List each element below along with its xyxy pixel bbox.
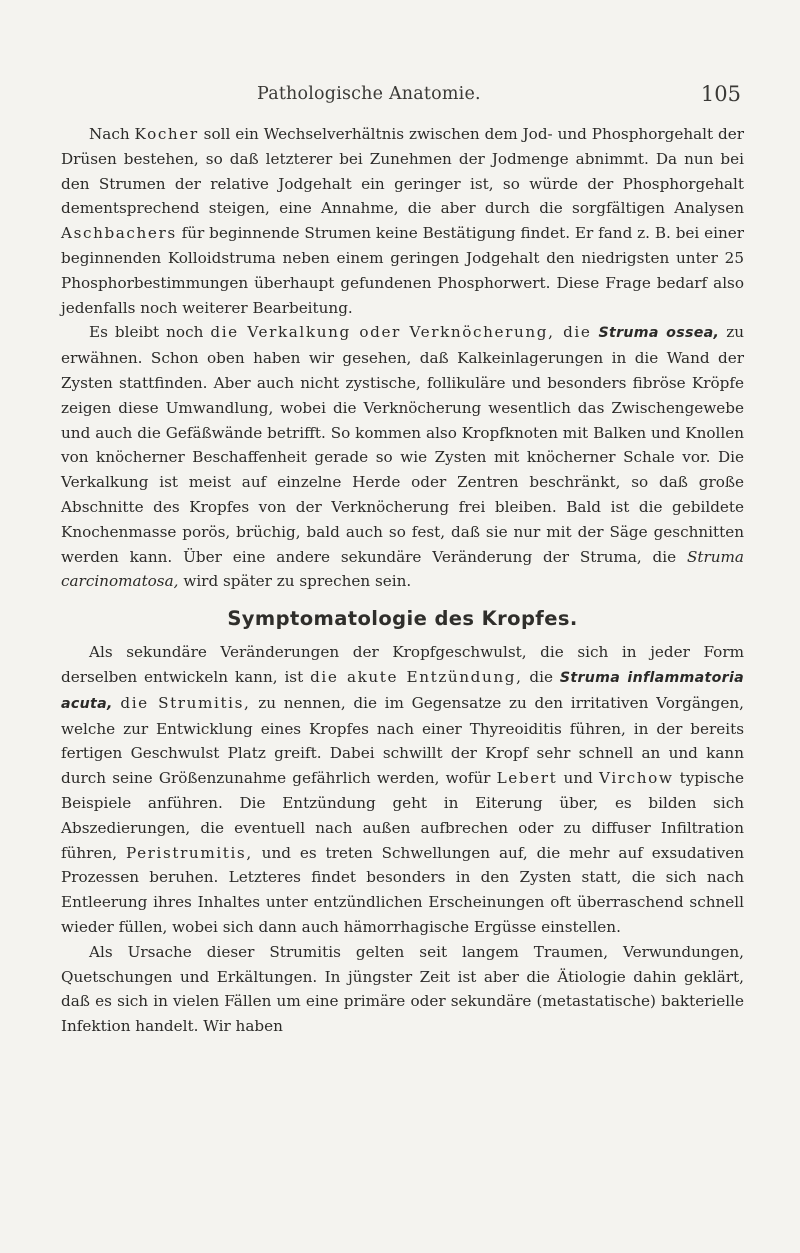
spaced-term-verkalkung: die Verkalkung oder Verknöcherung, die <box>210 323 592 342</box>
text-run: zu nennen, die im Gegensatze zu den irritativen Vorgängen, welche zur Entwicklung eines Kropfes nach einer Thyreoiditis führen, in der bereits fertigen Geschwulst Platz greift. Dabei schwillt der Kropf sehr schnell an und kann durch seine Größenzunahme gefährlich werden, wofür <box>61 693 744 788</box>
spaced-term-akute-entzuendung: die akute Entzündung, <box>310 667 523 686</box>
text-run <box>591 323 598 341</box>
text-run: für beginnende Strumen keine Bestätigung findet. Er fand z. B. bei einer beginnenden Kolloidstruma neben einem geringen Jodgehalt den niedrigsten unter 25 Phosphorbestimmungen überhaupt gefundenen Phosphorwert. Diese Frage bedarf also jedenfalls noch weiterer Bearbeitung. <box>61 224 744 317</box>
paragraph-phosphorus <box>61 122 744 320</box>
text-run: und es treten Schwellungen auf, die mehr auf exsudativen Prozessen beruhen. Letzteres findet besonders in den Zysten statt, die sich nach Entleerung ihres Inhaltes unter entzündlichen Erscheinungen oft überraschend schnell wieder füllen, wobei sich dann auch hämorrhagische Ergüsse einstellen. <box>61 843 744 936</box>
spaced-term-peristrumitis: Peristrumitis, <box>125 843 253 862</box>
text-run: Als sekundäre Veränderungen der Kropfgeschwulst, die sich in jeder Form derselben entwickeln kann, ist <box>61 643 744 686</box>
paragraph-strumitis <box>61 640 744 940</box>
text-run: typische Beispiele anführen. Die Entzündung geht in Eiterung über, es bilden sich Abszedierungen, die eventuell nach außen aufbrechen oder zu diffuser Infiltration führen, <box>61 769 744 862</box>
text-run: wird später zu sprechen sein. <box>178 572 412 591</box>
page-number: 105 <box>700 82 741 106</box>
author-name-virchow: Virchow <box>599 769 674 788</box>
running-title: Pathologische Anatomie. <box>257 84 481 104</box>
text-run: und <box>557 769 600 788</box>
author-name-kocher: Kocher <box>134 125 199 143</box>
text-run: zu erwähnen. Schon oben haben wir gesehen, daß Kalkeinlagerungen in die Wand der Zysten stattfinden. Aber auch nicht zystische, follikuläre und besonders fibröse Kröpfe zeigen diese Umwandlung, wobei die Verknöcherung wesentlich das Zwischengewebe und auch die Gefäßwände betrifft. So kommen also Kropfknoten mit Balken und Knollen von knöcherner Beschaffenheit gerade so wie Zysten mit knöcherner Schale vor. Die Verkalkung ist meist auf einzelne Herde oder Zentren beschränkt, so daß große Abschnitte des Kropfes von der Verknöcherung frei bleiben. Bald ist die gebildete Knochenmasse porös, brüchig, bald auch so fest, daß sie nur mit der Säge geschnitten werden kann. Über eine andere sekundäre Veränderung der Struma, die <box>61 323 744 566</box>
text-run: soll ein Wechselverhältnis zwischen dem Jod- und Phosphorgehalt der Drüsen bestehen, so daß letzterer bei Zunehmen der Jodmenge abnimmt. Da nun bei den Strumen der relative Jodgehalt ein geringer ist, so würde der Phosphorgehalt dementsprechend steigen, eine Annahme, die aber durch die sorgfältigen Analysen <box>61 125 744 218</box>
text-run: die <box>522 667 560 686</box>
text-run: Nach <box>89 125 135 143</box>
paragraph-struma-ossea <box>61 320 744 594</box>
text-run: Es bleibt noch <box>89 323 211 342</box>
author-name-aschbacher: Aschbachers <box>61 224 177 243</box>
body-text <box>61 122 744 1039</box>
latin-term-struma-carcinomatosa: Struma carcinomatosa, <box>61 547 744 591</box>
author-name-lebert: Lebert <box>496 769 558 788</box>
latin-term-struma-ossea: Struma ossea, <box>598 325 720 342</box>
section-heading: Symptomatologie des Kropfes. <box>227 607 578 631</box>
paragraph-ursache: Als Ursache dieser Strumitis gelten seit langem Traumen, Verwundungen, Quetschungen und Erkältungen. In jüngster Zeit ist aber die Ätiologie dahin geklärt, daß es sich in vielen Fällen um eine primäre oder sekundäre (metastatische) bakterielle Infektion handelt. Wir haben <box>61 942 744 1036</box>
latin-term-struma-inflammatoria: Struma inflammatoria acuta, <box>61 669 744 712</box>
page-header <box>57 84 757 114</box>
spaced-term-strumitis: die Strumitis, <box>120 693 251 712</box>
